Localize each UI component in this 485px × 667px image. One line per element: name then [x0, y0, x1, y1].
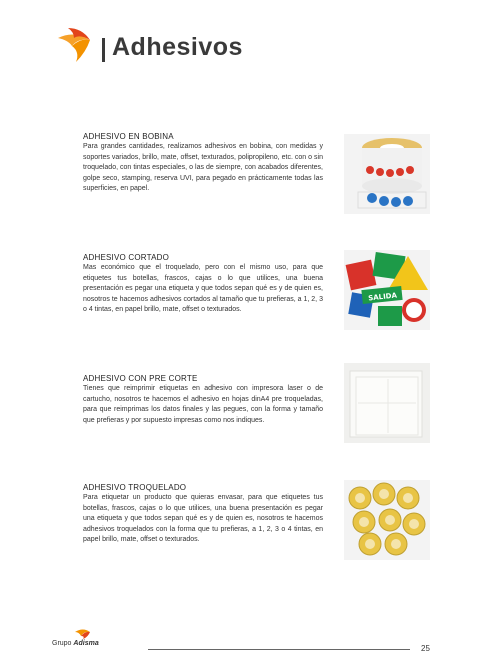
section-body: Tienes que reimprimir etiquetas en adhesivo con impresora laser o de cartucho, nosotros te hacemos el adhesivo en hojas dinA4 pre troqueladas, para que reimprimas los datos finales y las pegues, con la forma y tamaño que prefieras y por supuesto impresas como nos indiques.	[83, 385, 323, 424]
section-title: ADHESIVO EN BOBINA	[83, 132, 174, 141]
photo-precut-sheets	[344, 363, 430, 443]
title-divider	[102, 38, 105, 62]
page-title: Adhesivos	[112, 33, 243, 61]
section-adhesivo-precorte	[83, 374, 323, 426]
footer-rule	[148, 649, 410, 650]
section-body: Para etiquetar un producto que quieras envasar, para que etiquetes tus botellas, frascos, cajas o lo que utilices, una buena presentación es pegar una etiqueta y que todos sepan qué es y de quien es, nosotros te hacemos adhesivos troquelados con la forma que tu prefieras, a 1, 2, 3 o 4 tintas, en papel brillo, mate, offset o texturados.	[83, 494, 323, 544]
section-title: ADHESIVO CON PRE CORTE	[83, 374, 198, 383]
photo-signage-stickers	[344, 250, 430, 330]
section-body: Para grandes cantidades, realizamos adhesivos en bobina, con medidas y soportes variados, brillo, mate, offset, texturados, polipropileno, etc. con o sin troquelado, con tintas especiales, o las de siempre, con acabados diferentes, golpe seco, stamping, reserva UVI, para pegado en prácticamente todas las superficies, en papel.	[83, 143, 323, 193]
section-adhesivo-troquelado	[83, 483, 323, 546]
adisma-logo-icon	[56, 24, 96, 64]
section-title: ADHESIVO TROQUELADO	[83, 483, 187, 492]
section-adhesivo-cortado	[83, 253, 323, 316]
photo-diecut-stickers	[344, 480, 430, 560]
footer-brand-prefix: Grupo	[52, 640, 72, 647]
adisma-footer-logo-icon	[74, 626, 92, 640]
section-adhesivo-bobina	[83, 132, 323, 195]
section-title: ADHESIVO CORTADO	[83, 253, 170, 262]
section-body: Mas económico que el troquelado, pero con el mismo uso, para que etiquetes tus botellas, frascos, cajas o lo que utilices, una buena presentación es pegar una etiqueta y que todos sepan qué es y de quien es, nosotros te hacemos adhesivos cortados al tamaño que tu prefieras, a 1, 2, 3 o 4 tintas, en papel brillo, mate, offset o texturados.	[83, 264, 323, 314]
footer-brand	[52, 640, 99, 647]
footer-brand-name: Adisma	[73, 640, 99, 647]
page-number: 25	[421, 644, 430, 653]
sign-salida-text: SALIDA	[367, 291, 398, 303]
photo-label-rolls	[344, 134, 430, 214]
